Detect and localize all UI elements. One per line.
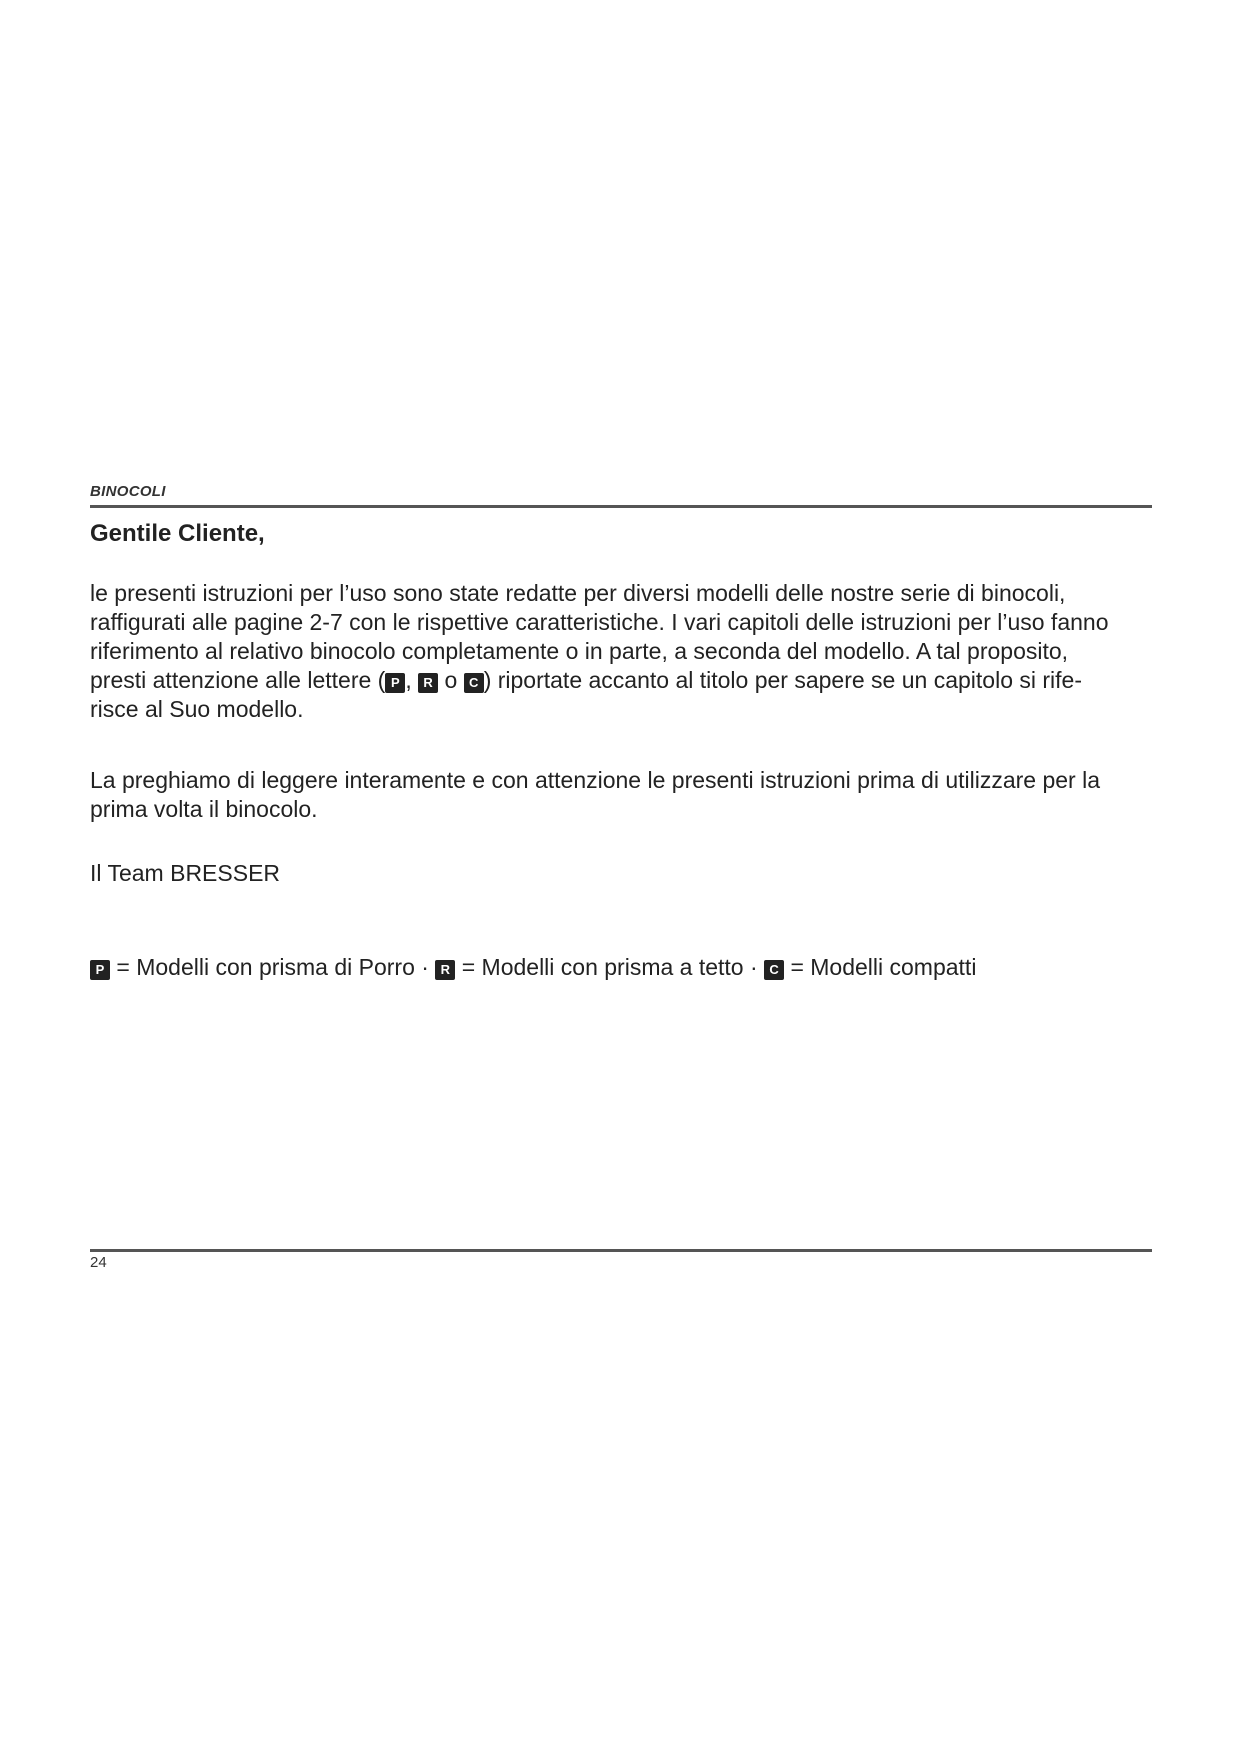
intro-line: le presenti istruzioni per l’uso sono state redatte per diversi modelli delle nostre serie di binocoli, bbox=[90, 580, 1066, 606]
intro-line: riferimento al relativo binocolo completamente o in parte, a seconda del modello. A tal proposito, bbox=[90, 638, 1069, 664]
badge-c: C bbox=[464, 673, 484, 693]
header-rule bbox=[90, 505, 1152, 508]
greeting-heading: Gentile Cliente, bbox=[90, 520, 265, 547]
section-label: BINOCOLI bbox=[90, 483, 166, 500]
badge-r: R bbox=[418, 673, 438, 693]
intro-line bbox=[90, 666, 1165, 695]
intro-text: presti attenzione alle lettere ( bbox=[90, 667, 386, 693]
legend-badge-p: P bbox=[90, 960, 110, 980]
model-legend bbox=[90, 953, 1165, 982]
footer-rule bbox=[90, 1249, 1152, 1252]
intro-paragraph bbox=[90, 579, 1165, 724]
or-separator: o bbox=[444, 667, 458, 693]
instructions-line: La preghiamo di leggere interamente e con attenzione le presenti istruzioni prima di utilizzare per la bbox=[90, 767, 1101, 793]
instructions-paragraph bbox=[90, 766, 1165, 824]
legend-compact-text: = Modelli compatti bbox=[790, 954, 977, 980]
page-number: 24 bbox=[90, 1254, 107, 1271]
comma-separator: , bbox=[405, 667, 412, 693]
legend-roof-text: = Modelli con prisma a tetto · bbox=[461, 954, 758, 980]
intro-text: ) riportate accanto al titolo per sapere se un capitolo si rife- bbox=[483, 667, 1082, 693]
badge-p: P bbox=[385, 673, 405, 693]
legend-badge-r: R bbox=[435, 960, 455, 980]
legend-badge-c: C bbox=[764, 960, 784, 980]
intro-line: risce al Suo modello. bbox=[90, 696, 304, 722]
instructions-line: prima volta il binocolo. bbox=[90, 796, 318, 822]
signature: Il Team BRESSER bbox=[90, 860, 281, 886]
intro-line: raffigurati alle pagine 2-7 con le rispettive caratteristiche. I vari capitoli delle istruzioni per l’uso fanno bbox=[90, 609, 1109, 635]
legend-porro-text: = Modelli con prisma di Porro · bbox=[116, 954, 429, 980]
